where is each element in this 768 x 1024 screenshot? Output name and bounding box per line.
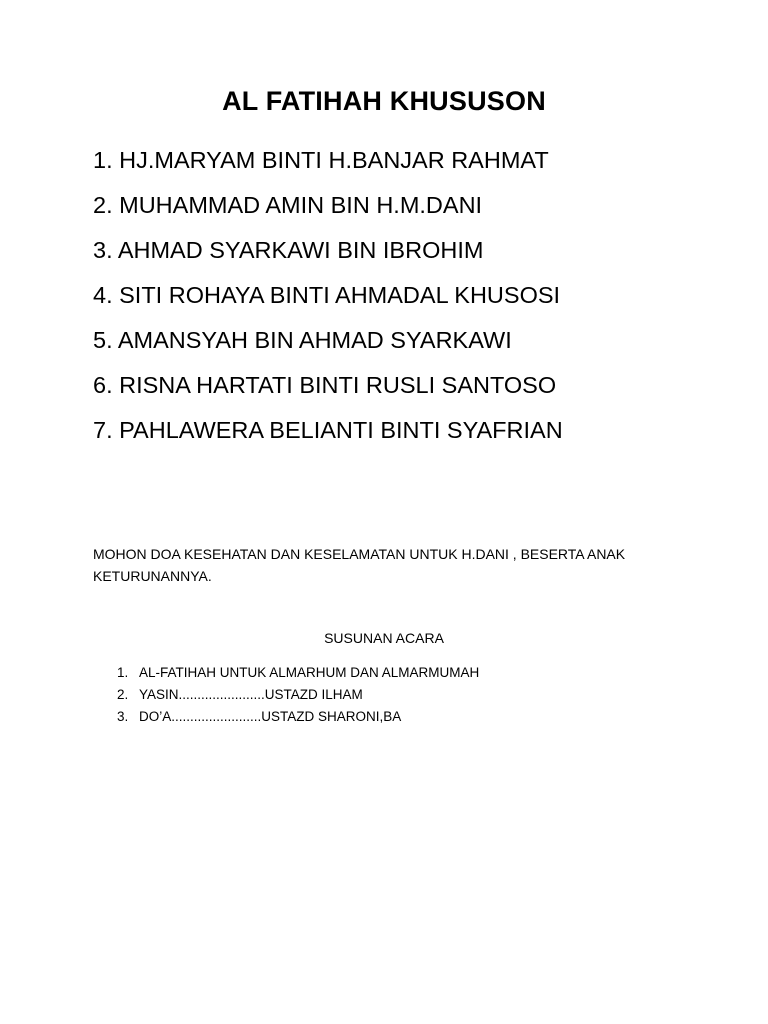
list-item <box>117 706 479 728</box>
prayer-request: MOHON DOA KESEHATAN DAN KESELAMATAN UNTUK H.DANI , BESERTA ANAK KETURUNANNYA. <box>93 546 626 584</box>
list-item: 5. AMANSYAH BIN AHMAD SYARKAWI <box>93 327 512 353</box>
agenda-heading: SUSUNAN ACARA <box>324 630 444 646</box>
page-title: AL FATIHAH KHUSUSON <box>222 86 546 116</box>
list-item: 7. PAHLAWERA BELIANTI BINTI SYAFRIAN <box>93 417 563 443</box>
item-text: YASIN.......................USTAZD ILHAM <box>139 687 363 702</box>
list-item <box>117 684 479 706</box>
list-item: 3. AHMAD SYARKAWI BIN IBROHIM <box>93 237 484 263</box>
list-item: 6. RISNA HARTATI BINTI RUSLI SANTOSO <box>93 372 557 398</box>
names-list <box>93 138 563 453</box>
item-text: DO’A........................USTAZD SHARONI,BA <box>139 709 402 724</box>
item-number: 2. <box>117 687 129 702</box>
list-item: 1. HJ.MARYAM BINTI H.BANJAR RAHMAT <box>93 147 549 173</box>
item-text: AL-FATIHAH UNTUK ALMARHUM DAN ALMARMUMAH <box>139 665 480 680</box>
item-number: 3. <box>117 709 129 724</box>
list-item: 4. SITI ROHAYA BINTI AHMADAL KHUSOSI <box>93 282 561 308</box>
item-number: 1. <box>117 665 129 680</box>
list-item: 2. MUHAMMAD AMIN BIN H.M.DANI <box>93 192 483 218</box>
agenda-list <box>117 662 479 728</box>
list-item <box>117 662 479 684</box>
